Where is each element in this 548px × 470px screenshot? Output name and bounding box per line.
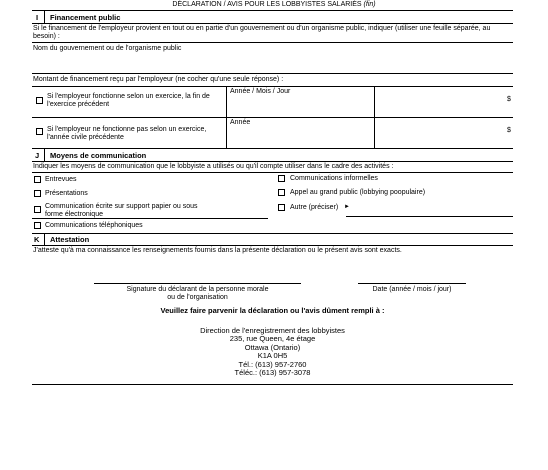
other-specify-rule bbox=[346, 216, 513, 217]
left-column-rule bbox=[32, 218, 268, 219]
section-k-divider bbox=[44, 234, 45, 245]
section-j-title-rule bbox=[32, 161, 513, 162]
other-arrow-icon: ► bbox=[344, 204, 350, 210]
section-j-divider bbox=[44, 149, 45, 161]
section-i-title-rule bbox=[32, 23, 513, 24]
address-line-2: 235, rue Queen, 4e étage bbox=[229, 334, 316, 344]
section-i-end-rule bbox=[32, 148, 513, 149]
address-line-1: Direction de l'enregistrement des lobbyistes bbox=[200, 326, 345, 335]
fiscal-year-amount-field[interactable] bbox=[375, 87, 512, 116]
telephone-checkbox[interactable] bbox=[34, 222, 41, 229]
public-body-name-field[interactable] bbox=[32, 54, 513, 72]
section-k-title-rule bbox=[32, 245, 513, 246]
funding-amount-question: Montant de financement reçu par l'employeur (ne cocher qu'une seule réponse) : bbox=[33, 76, 284, 83]
mailing-heading: Veuillez faire parvenir la déclaration ou l'avis dûment rempli à : bbox=[160, 306, 385, 315]
signature-field[interactable] bbox=[94, 266, 301, 282]
signature-label bbox=[94, 286, 301, 302]
section-i-title: Financement public bbox=[50, 13, 121, 22]
public-body-name-rule bbox=[32, 73, 513, 74]
date-label: Date (année / mois / jour) bbox=[372, 286, 452, 293]
presentations-checkbox[interactable] bbox=[34, 190, 41, 197]
telephone-label: Communications téléphoniques bbox=[45, 222, 143, 229]
calendar-year-label: Année bbox=[230, 119, 251, 126]
instruction-rule bbox=[32, 42, 513, 43]
section-i-letter: I bbox=[36, 13, 39, 22]
address-line-5: Tél.: (613) 957-2760 bbox=[238, 359, 307, 369]
calendar-year-field[interactable] bbox=[227, 128, 373, 147]
header-rule bbox=[32, 10, 513, 11]
address-line-4: K1A 0H5 bbox=[257, 351, 288, 361]
fiscal-year-date-field[interactable] bbox=[227, 97, 373, 116]
public-body-name-label: Nom du gouvernement ou de l'organisme public bbox=[33, 45, 182, 52]
page-title-suffix: (fin) bbox=[363, 1, 376, 8]
fiscal-year-currency: $ bbox=[507, 96, 511, 103]
written-communication-label: Communication écrite sur support papier ou sous forme électronique bbox=[45, 203, 198, 219]
calendar-year-amount-field[interactable] bbox=[375, 118, 512, 147]
section-j-title: Moyens de communication bbox=[50, 151, 147, 160]
grassroots-appeal-label: Appel au grand public (lobbying poopulaire) bbox=[290, 189, 426, 196]
other-label: Autre (préciser) bbox=[290, 204, 339, 211]
section-k-title: Attestation bbox=[50, 235, 90, 244]
section-j-instruction-rule bbox=[32, 172, 513, 173]
section-j-letter: J bbox=[35, 151, 40, 160]
informal-communications-label: Communications informelles bbox=[290, 175, 378, 182]
section-k-letter: K bbox=[34, 235, 40, 244]
informal-communications-checkbox[interactable] bbox=[278, 175, 285, 182]
page-bottom-rule bbox=[32, 384, 513, 385]
signature-label-line1: Signature du déclarant de la personne morale bbox=[126, 286, 269, 293]
fiscal-year-date-label: Année / Mois / Jour bbox=[230, 88, 291, 95]
address-line-3: Ottawa (Ontario) bbox=[244, 342, 301, 352]
calendar-year-currency: $ bbox=[507, 127, 511, 134]
page-title: DÉCLARATION / AVIS POUR LES LOBBYISTES SALARIÉS bbox=[172, 1, 362, 8]
attestation-statement: J'atteste qu'à ma connaissance les renseignements fournis dans la présente déclaration ou le présent avis sont exacts. bbox=[33, 247, 402, 254]
interviews-checkbox[interactable] bbox=[34, 176, 41, 183]
calendar-year-checkbox[interactable] bbox=[36, 128, 43, 135]
grassroots-appeal-checkbox[interactable] bbox=[278, 189, 285, 196]
address-line-6: Téléc.: (613) 957-3078 bbox=[234, 367, 311, 377]
interviews-label: Entrevues bbox=[45, 176, 77, 183]
date-field[interactable] bbox=[358, 266, 466, 282]
other-checkbox[interactable] bbox=[278, 204, 285, 211]
date-line bbox=[358, 283, 466, 284]
section-j-instruction: Indiquer les moyens de communication que le lobbyiste a utilisés ou qu'il compte utiliser dans le cadre des activités : bbox=[33, 163, 394, 170]
signature-line bbox=[94, 283, 301, 284]
presentations-label: Présentations bbox=[45, 190, 88, 197]
section-j-end-rule bbox=[32, 233, 513, 234]
other-specify-field[interactable] bbox=[352, 203, 512, 215]
section-i-divider bbox=[44, 11, 45, 23]
signature-label-line2: ou de l'organisation bbox=[167, 294, 228, 302]
calendar-year-option-label: Si l'employeur ne fonctionne pas selon un exercice, l'année civile précédente bbox=[47, 126, 207, 142]
fiscal-year-option-label: Si l'employeur fonctionne selon un exercice, la fin de l'exercice précédent bbox=[47, 93, 210, 109]
section-i-instruction: Si le financement de l'employeur provient en tout ou en partie d'un gouvernement ou d'un organisme public, indiquer (utiliser une feuille séparée, au besoin) : bbox=[33, 25, 491, 41]
page-header bbox=[0, 1, 548, 9]
fiscal-year-checkbox[interactable] bbox=[36, 97, 43, 104]
mailing-address bbox=[32, 327, 513, 377]
written-communication-checkbox[interactable] bbox=[34, 206, 41, 213]
